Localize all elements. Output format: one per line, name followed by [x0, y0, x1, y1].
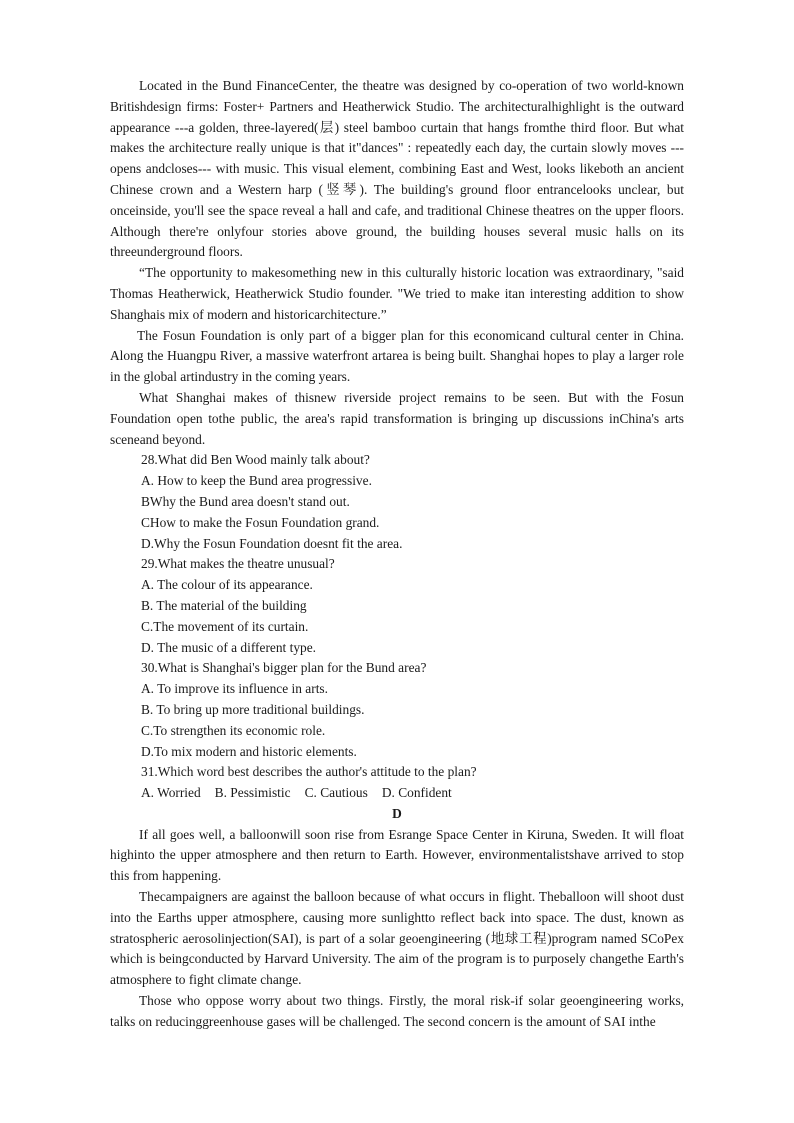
option-d: D.Why the Fosun Foundation doesnt fit the area.	[141, 535, 403, 551]
passage-d-paragraph-3: Those who oppose worry about two things. Firstly, the moral risk-if solar geoengineering works, talks on reducinggreenhouse gases will be challenged. The second concern is the amount of SAI inthe	[110, 993, 684, 1029]
passage-d-paragraph-1: If all goes well, a balloonwill soon rise from Esrange Space Center in Kiruna, Sweden. It will float highinto the upper atmosphere and then return to Earth. However, environmentalistshave arrived to stop this from happening.	[110, 826, 684, 884]
option-d: D.To mix modern and historic elements.	[141, 743, 357, 759]
option-b: BWhy the Bund area doesn't stand out.	[141, 493, 350, 509]
document-page	[110, 76, 684, 1033]
option-a: A. Worried	[141, 785, 201, 801]
question-28	[110, 450, 684, 554]
option-a: A. How to keep the Bund area progressive.	[141, 473, 372, 489]
passage-c-paragraph-1: Located in the Bund FinanceCenter, the theatre was designed by co-operation of two world-known Britishdesign firms: Foster+ Partners and Heatherwick Studio. The architecturalhighlight is the outward appearance ---a golden, three-layered(层) steel bamboo curtain that hangs fromthe third floor. But what makes the architecture really unique is that it"dances" : repeatedly each day, the curtain slowly moves ---opens andcloses--- with music. This visual element, combining East and West, looks likeboth an ancient Chinese crown and a Western harp (竖琴). The building's ground floor entrancelooks unclear, but onceinside, you'll see the space reveal a hall and cafe, and traditional Chinese theatres on the upper floors. Although there're onlyfour stories above ground, the building houses several music halls on its threeunderground floors.	[110, 78, 684, 260]
question-29	[110, 554, 684, 658]
question-stem: 28.What did Ben Wood mainly talk about?	[141, 452, 370, 468]
passage-d-paragraph-2: Thecampaigners are against the balloon because of what occurs in flight. Theballoon will shoot dust into the Earths upper atmosphere, causing more sunlightto reflect back into space. The dust, known as stratospheric aerosolinjection(SAI), is part of a solar geoengineering (地球工程)program named SCoPex which is beingconducted by Harvard University. The aim of the program is to purposely changethe Earth's atmosphere to fight climate change.	[110, 889, 684, 988]
option-c: CHow to make the Fosun Foundation grand.	[141, 514, 380, 530]
option-d: D. The music of a different type.	[141, 639, 317, 655]
option-a: A. The colour of its appearance.	[141, 577, 313, 593]
passage-c-paragraph-4: What Shanghai makes of thisnew riverside project remains to be seen. But with the Fosun Foundation open tothe public, the area's rapid transformation is bringing up discussions inChina's arts sceneand beyond.	[110, 389, 684, 447]
question-stem: 31.Which word best describes the author's attitude to the plan?	[141, 764, 477, 780]
option-c: C. Cautious	[304, 785, 368, 801]
option-c: C.To strengthen its economic role.	[141, 722, 326, 738]
question-stem: 30.What is Shanghai's bigger plan for the Bund area?	[141, 660, 427, 676]
question-stem: 29.What makes the theatre unusual?	[141, 556, 335, 572]
question-30	[110, 658, 684, 762]
option-b: B. Pessimistic	[214, 785, 291, 801]
option-d: D. Confident	[381, 785, 452, 801]
option-b: B. To bring up more traditional buildings.	[141, 701, 365, 717]
section-heading: D	[392, 805, 402, 821]
option-a: A. To improve its influence in arts.	[141, 681, 328, 697]
option-c: C.The movement of its curtain.	[141, 618, 309, 634]
passage-c-paragraph-3: The Fosun Foundation is only part of a bigger plan for this economicand cultural center in China. Along the Huangpu River, a massive waterfront artarea is being built. Shanghai hopes to play a larger role in the global artindustry in the coming years.	[110, 327, 684, 385]
option-b: B. The material of the building	[141, 597, 307, 613]
inline-options	[141, 783, 684, 804]
passage-c-paragraph-2: “The opportunity to makesomething new in this culturally historic location was extraordinary, "said Thomas Heatherwick, Heatherwick Studio founder. "We tried to make itan interesting addition to show Shanghais mix of modern and historicarchitecture.”	[110, 265, 684, 322]
question-31	[110, 762, 684, 804]
